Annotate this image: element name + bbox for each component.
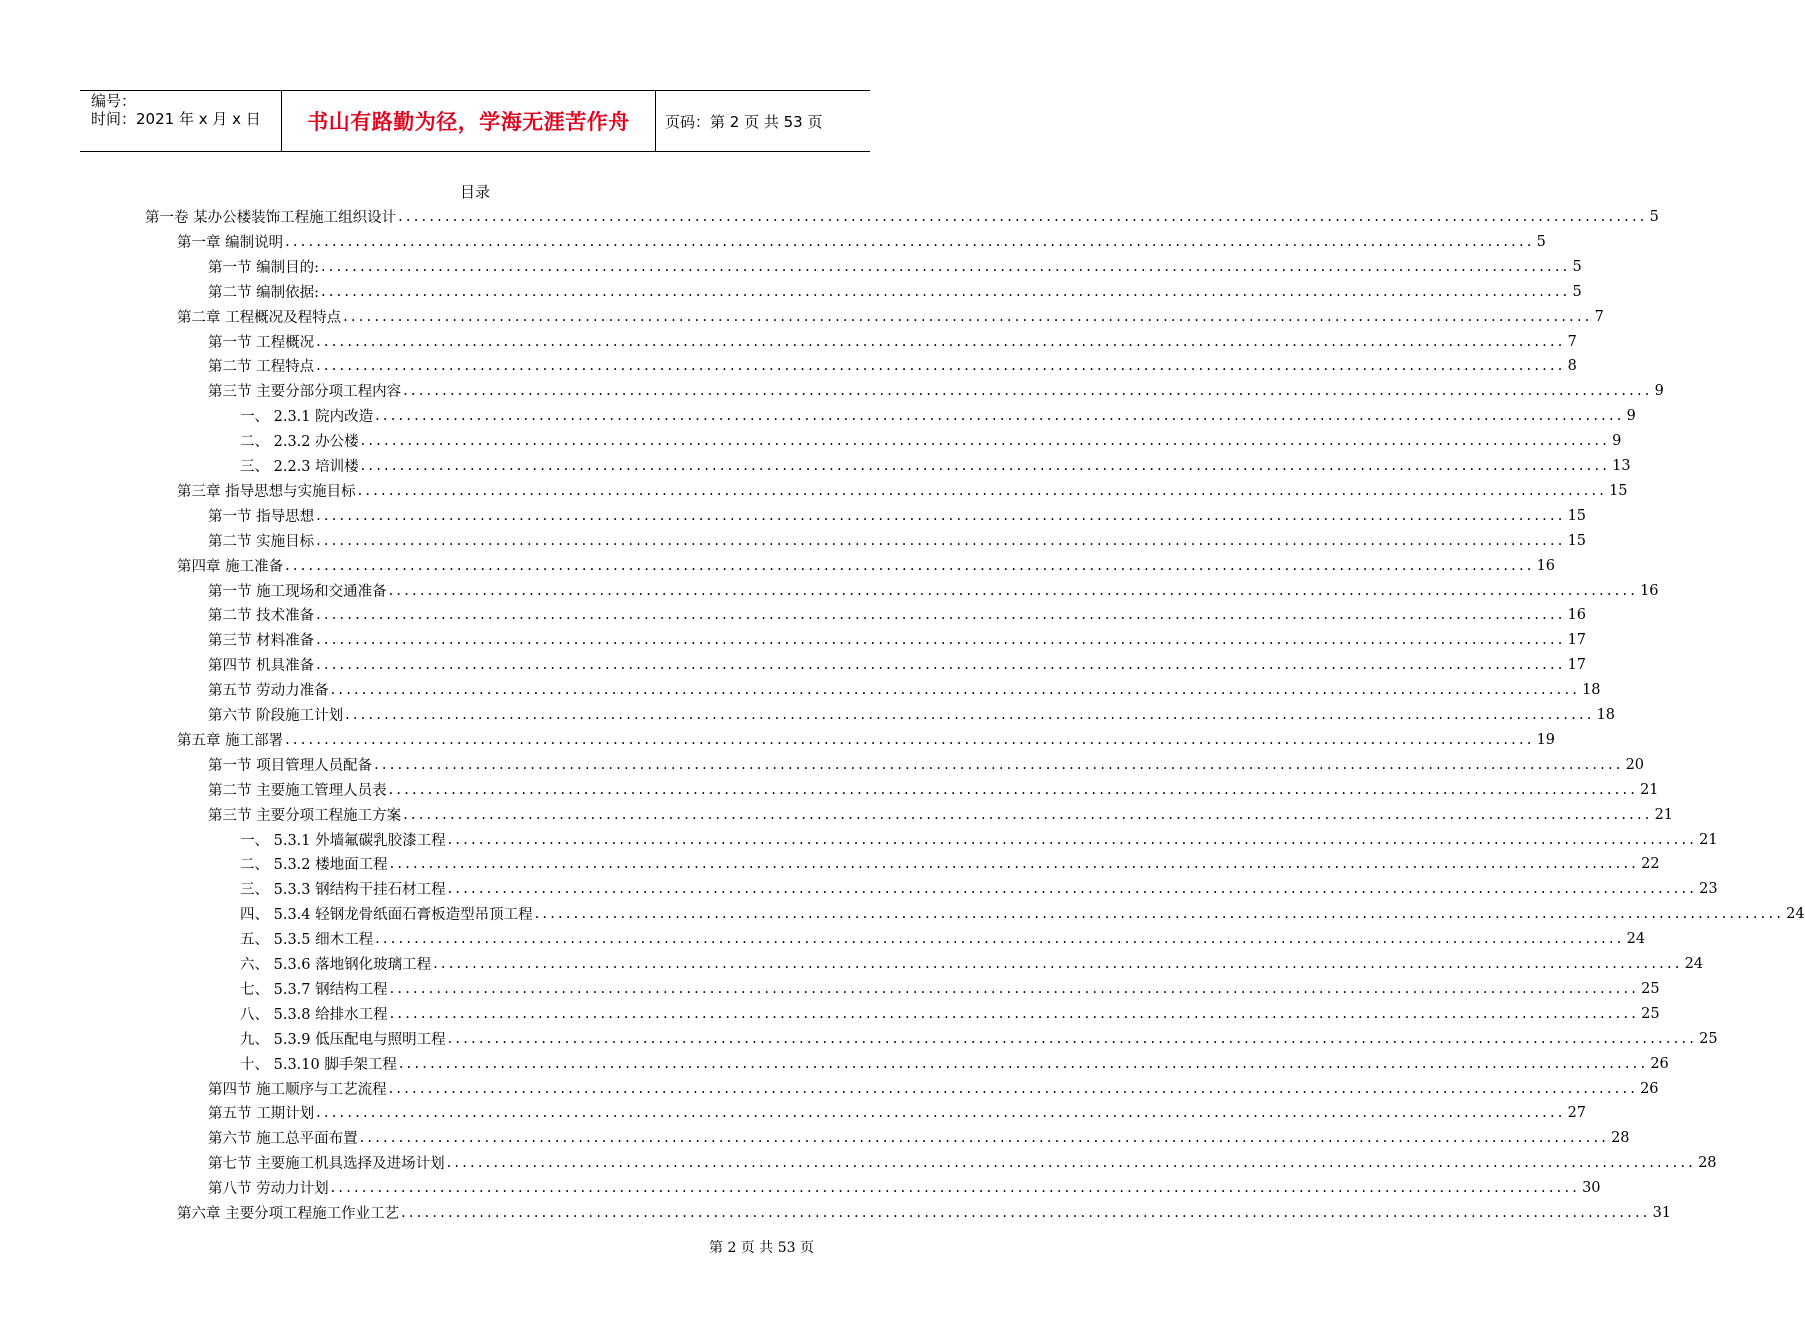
toc-entry-page: 7 xyxy=(1594,308,1604,325)
toc-entry-page: 15 xyxy=(1609,482,1628,499)
toc-entry[interactable] xyxy=(240,403,1636,428)
toc-leader-dots: ................................................................................................................................................................ xyxy=(360,432,1611,449)
serial-label: 编号： xyxy=(91,92,137,110)
toc-entry-page: 21 xyxy=(1640,781,1659,798)
toc-entry-page: 25 xyxy=(1699,1030,1718,1047)
toc-entry-title: 第二节 实施目标 xyxy=(208,534,315,550)
toc-entry-page: 27 xyxy=(1567,1104,1587,1121)
toc-leader-dots: ................................................................................................................................................................ xyxy=(375,407,1625,424)
header-meta xyxy=(91,92,261,128)
toc-entry[interactable] xyxy=(208,1076,1659,1101)
toc-entry-page: 7 xyxy=(1567,333,1577,350)
toc-entry-title: 第四节 施工顺序与工艺流程 xyxy=(208,1082,387,1098)
toc-entry[interactable] xyxy=(240,1051,1669,1076)
toc-entry-title: 第一节 项目管理人员配备 xyxy=(208,758,373,774)
toc-entry-page: 13 xyxy=(1612,457,1631,474)
toc-entry-page: 23 xyxy=(1699,880,1718,897)
toc-entry-title: 第六章 主要分项工程施工作业工艺 xyxy=(177,1206,400,1222)
toc-entry-title: 第一节 工程概况 xyxy=(208,335,315,351)
toc-entry[interactable] xyxy=(208,602,1587,627)
toc-entry-title: 三、 5.3.3 钢结构干挂石材工程 xyxy=(240,882,446,898)
toc-leader-dots: ................................................................................................................................................................ xyxy=(389,855,1640,872)
toc-leader-dots: ................................................................................................................................................................ xyxy=(316,606,1566,623)
toc-entry[interactable] xyxy=(208,627,1587,652)
toc-entry-title: 第五节 劳动力准备 xyxy=(208,683,329,699)
toc-entry[interactable] xyxy=(208,578,1659,603)
toc-leader-dots: ................................................................................................................................................................ xyxy=(285,557,1535,574)
toc-entry-title: 第三章 指导思想与实施目标 xyxy=(177,484,356,500)
toc-entry-title: 第四章 施工准备 xyxy=(177,559,284,575)
toc-entry-page: 16 xyxy=(1567,606,1587,623)
toc-entry-page: 25 xyxy=(1641,980,1660,997)
toc-leader-dots: ................................................................................................................................................................ xyxy=(360,457,1611,474)
toc-leader-dots: ................................................................................................................................................................ xyxy=(321,258,1571,275)
toc-entry[interactable] xyxy=(240,1026,1718,1051)
toc-entry-page: 18 xyxy=(1596,706,1616,723)
toc-entry-title: 第二节 编制依据: xyxy=(208,285,319,301)
toc-entry-title: 二、 2.3.2 办公楼 xyxy=(240,434,359,450)
toc-entry[interactable] xyxy=(177,478,1628,503)
toc-entry-page: 18 xyxy=(1582,681,1601,698)
toc-entry-title: 第八节 劳动力计划 xyxy=(208,1181,329,1197)
toc-entry-title: 第二章 工程概况及程特点 xyxy=(177,310,342,326)
toc-entry[interactable] xyxy=(240,827,1718,852)
toc-leader-dots: ................................................................................................................................................................ xyxy=(316,631,1566,648)
toc-entry-title: 十、 5.3.10 脚手架工程 xyxy=(240,1057,397,1073)
toc-entry-title: 六、 5.3.6 落地钢化玻璃工程 xyxy=(240,957,432,973)
toc-entry[interactable] xyxy=(208,378,1664,403)
toc-leader-dots: ................................................................................................................................................................ xyxy=(316,333,1566,350)
toc-leader-dots: ................................................................................................................................................................ xyxy=(389,980,1640,997)
toc-leader-dots: ................................................................................................................................................................ xyxy=(447,880,1698,897)
toc-entry-title: 九、 5.3.9 低压配电与照明工程 xyxy=(240,1032,446,1048)
toc-entry-title: 第五章 施工部署 xyxy=(177,733,284,749)
toc-entry-title: 一、 5.3.1 外墙氟碳乳胶漆工程 xyxy=(240,833,446,849)
toc-leader-dots: ................................................................................................................................................................ xyxy=(433,955,1683,972)
toc-leader-dots: ................................................................................................................................................................ xyxy=(285,233,1535,250)
toc-entry-page: 28 xyxy=(1698,1154,1717,1171)
toc-entry-page: 17 xyxy=(1567,631,1587,648)
toc-leader-dots: ................................................................................................................................................................ xyxy=(447,831,1698,848)
toc-leader-dots: ................................................................................................................................................................ xyxy=(285,731,1535,748)
toc-entry[interactable] xyxy=(240,976,1660,1001)
toc-entry-page: 8 xyxy=(1567,357,1577,374)
toc-leader-dots: ................................................................................................................................................................ xyxy=(447,1030,1698,1047)
toc-entry[interactable] xyxy=(208,777,1659,802)
toc-entry[interactable] xyxy=(208,702,1616,727)
toc-entry[interactable] xyxy=(240,901,1805,926)
toc-entry-title: 第三节 主要分项工程施工方案 xyxy=(208,808,402,824)
toc-entry-title: 第一卷 某办公楼装饰工程施工组织设计 xyxy=(145,210,397,226)
toc-entry-title: 第一节 施工现场和交通准备 xyxy=(208,584,387,600)
toc-entry[interactable] xyxy=(240,951,1704,976)
toc-entry-page: 26 xyxy=(1640,1080,1659,1097)
toc-entry-page: 28 xyxy=(1611,1129,1630,1146)
toc-entry-page: 19 xyxy=(1536,731,1556,748)
toc-leader-dots: ................................................................................................................................................................ xyxy=(446,1154,1697,1171)
toc-entry-page: 5 xyxy=(1649,208,1659,225)
toc-leader-dots: ................................................................................................................................................................ xyxy=(388,781,1639,798)
toc-entry-page: 5 xyxy=(1572,258,1582,275)
toc-entry[interactable] xyxy=(208,353,1577,378)
toc-entry-page: 20 xyxy=(1625,756,1645,773)
toc-entry[interactable] xyxy=(240,876,1718,901)
toc-leader-dots: ................................................................................................................................................................ xyxy=(316,532,1566,549)
toc-entry-title: 三、 2.2.3 培训楼 xyxy=(240,459,359,475)
toc-entry[interactable] xyxy=(177,553,1556,578)
toc-entry-title: 第一节 编制目的: xyxy=(208,260,319,276)
toc-leader-dots: ................................................................................................................................................................ xyxy=(398,1055,1649,1072)
toc-leader-dots: ................................................................................................................................................................ xyxy=(388,582,1639,599)
header-motto: 书山有路勤为径，学海无涯苦作舟 xyxy=(307,110,630,134)
toc-title: 目录 xyxy=(459,183,490,201)
toc-entry-title: 第二节 技术准备 xyxy=(208,608,315,624)
header-page-code: 页码：第 2 页 共 53 页 xyxy=(665,113,823,131)
toc-leader-dots: ................................................................................................................................................................ xyxy=(316,1104,1566,1121)
toc-entry-title: 一、 2.3.1 院内改造 xyxy=(240,409,374,425)
toc-entry[interactable] xyxy=(208,254,1582,279)
toc-entry-title: 第三节 主要分部分项工程内容 xyxy=(208,384,402,400)
toc-entry-page: 16 xyxy=(1536,557,1556,574)
toc-entry[interactable] xyxy=(208,677,1601,702)
header-top-rule xyxy=(80,90,870,91)
toc-entry[interactable] xyxy=(177,727,1556,752)
toc-leader-dots: ................................................................................................................................................................ xyxy=(330,681,1581,698)
toc-entry-page: 26 xyxy=(1650,1055,1669,1072)
toc-entry-page: 9 xyxy=(1626,407,1636,424)
toc-entry-page: 24 xyxy=(1626,930,1646,947)
toc-leader-dots: ................................................................................................................................................................ xyxy=(316,507,1566,524)
toc-leader-dots: ................................................................................................................................................................ xyxy=(389,1005,1640,1022)
toc-entry-page: 15 xyxy=(1567,532,1587,549)
toc-leader-dots: ................................................................................................................................................................ xyxy=(343,308,1593,325)
toc-entry[interactable] xyxy=(208,503,1587,528)
toc-entry-title: 第二节 主要施工管理人员表 xyxy=(208,783,387,799)
toc-entry[interactable] xyxy=(208,329,1577,354)
toc-entry[interactable] xyxy=(208,1125,1630,1150)
toc-leader-dots: ................................................................................................................................................................ xyxy=(330,1179,1581,1196)
toc-entry[interactable] xyxy=(208,1150,1717,1175)
toc-leader-dots: ................................................................................................................................................................ xyxy=(403,806,1653,823)
toc-entry[interactable] xyxy=(208,652,1587,677)
toc-entry-page: 15 xyxy=(1567,507,1587,524)
toc-entry[interactable] xyxy=(208,279,1582,304)
toc-entry[interactable] xyxy=(240,851,1660,876)
toc-entry[interactable] xyxy=(177,229,1546,254)
toc-entry-title: 第三节 材料准备 xyxy=(208,633,315,649)
toc-leader-dots: ................................................................................................................................................................ xyxy=(357,482,1608,499)
toc-leader-dots: ................................................................................................................................................................ xyxy=(359,1129,1610,1146)
toc-entry-page: 25 xyxy=(1641,1005,1660,1022)
toc-entry[interactable] xyxy=(208,1100,1587,1125)
toc-entry[interactable] xyxy=(208,752,1645,777)
toc-entry-page: 30 xyxy=(1582,1179,1601,1196)
toc-entry-page: 22 xyxy=(1641,855,1660,872)
toc-entry-page: 5 xyxy=(1572,283,1582,300)
toc-entry-page: 16 xyxy=(1640,582,1659,599)
toc-leader-dots: ................................................................................................................................................................ xyxy=(374,756,1624,773)
toc-leader-dots: ................................................................................................................................................................ xyxy=(401,1204,1651,1221)
toc-entry-title: 第六节 阶段施工计划 xyxy=(208,708,344,724)
toc-entry-page: 9 xyxy=(1654,382,1664,399)
toc-entry[interactable] xyxy=(145,204,1659,229)
toc-leader-dots: ................................................................................................................................................................ xyxy=(403,382,1653,399)
toc-leader-dots: ................................................................................................................................................................ xyxy=(316,357,1566,374)
toc-entry-page: 17 xyxy=(1567,656,1587,673)
toc-entry-page: 31 xyxy=(1652,1204,1672,1221)
toc-entry[interactable] xyxy=(208,528,1587,553)
toc-entry[interactable] xyxy=(240,428,1622,453)
toc-leader-dots: ................................................................................................................................................................ xyxy=(375,930,1625,947)
toc-entry-title: 第二节 工程特点 xyxy=(208,359,315,375)
toc-leader-dots: ................................................................................................................................................................ xyxy=(388,1080,1639,1097)
toc-entry-title: 四、 5.3.4 轻钢龙骨纸面石膏板造型吊顶工程 xyxy=(240,907,533,923)
date-line: 时间：2021 年 x 月 x 日 xyxy=(91,110,261,128)
toc-entry-title: 第六节 施工总平面布置 xyxy=(208,1131,358,1147)
toc-leader-dots: ................................................................................................................................................................ xyxy=(534,905,1785,922)
toc-entry-title: 第四节 机具准备 xyxy=(208,658,315,674)
header-divider-right xyxy=(655,90,656,151)
toc-leader-dots: ................................................................................................................................................................ xyxy=(316,656,1566,673)
toc-entry-title: 二、 5.3.2 楼地面工程 xyxy=(240,857,388,873)
toc-leader-dots: ................................................................................................................................................................ xyxy=(398,208,1648,225)
toc-entry-title: 五、 5.3.5 细木工程 xyxy=(240,932,374,948)
toc-entry-page: 5 xyxy=(1536,233,1546,250)
toc-entry[interactable] xyxy=(208,802,1674,827)
toc-entry-title: 第一节 指导思想 xyxy=(208,509,315,525)
toc-entry-title: 第七节 主要施工机具选择及进场计划 xyxy=(208,1156,445,1172)
toc-entry[interactable] xyxy=(208,1175,1601,1200)
toc-leader-dots: ................................................................................................................................................................ xyxy=(345,706,1595,723)
toc-entry-title: 第一章 编制说明 xyxy=(177,235,284,251)
footer-page-number: 第 2 页 共 53 页 xyxy=(709,1240,814,1256)
toc-entry-title: 七、 5.3.7 钢结构工程 xyxy=(240,982,388,998)
toc-entry-page: 24 xyxy=(1786,905,1805,922)
toc-entry-page: 24 xyxy=(1684,955,1704,972)
toc-entry[interactable] xyxy=(177,1200,1672,1225)
toc-entry[interactable] xyxy=(240,1001,1660,1026)
toc-entry[interactable] xyxy=(240,453,1631,478)
toc-entry-title: 八、 5.3.8 给排水工程 xyxy=(240,1007,388,1023)
header-bottom-rule xyxy=(80,151,870,152)
toc-entry[interactable] xyxy=(177,304,1604,329)
toc-entry-page: 21 xyxy=(1699,831,1718,848)
toc-entry[interactable] xyxy=(240,926,1646,951)
toc-entry-title: 第五节 工期计划 xyxy=(208,1106,315,1122)
toc-entry-page: 21 xyxy=(1654,806,1674,823)
toc-leader-dots: ................................................................................................................................................................ xyxy=(321,283,1571,300)
toc-entry-page: 9 xyxy=(1612,432,1622,449)
